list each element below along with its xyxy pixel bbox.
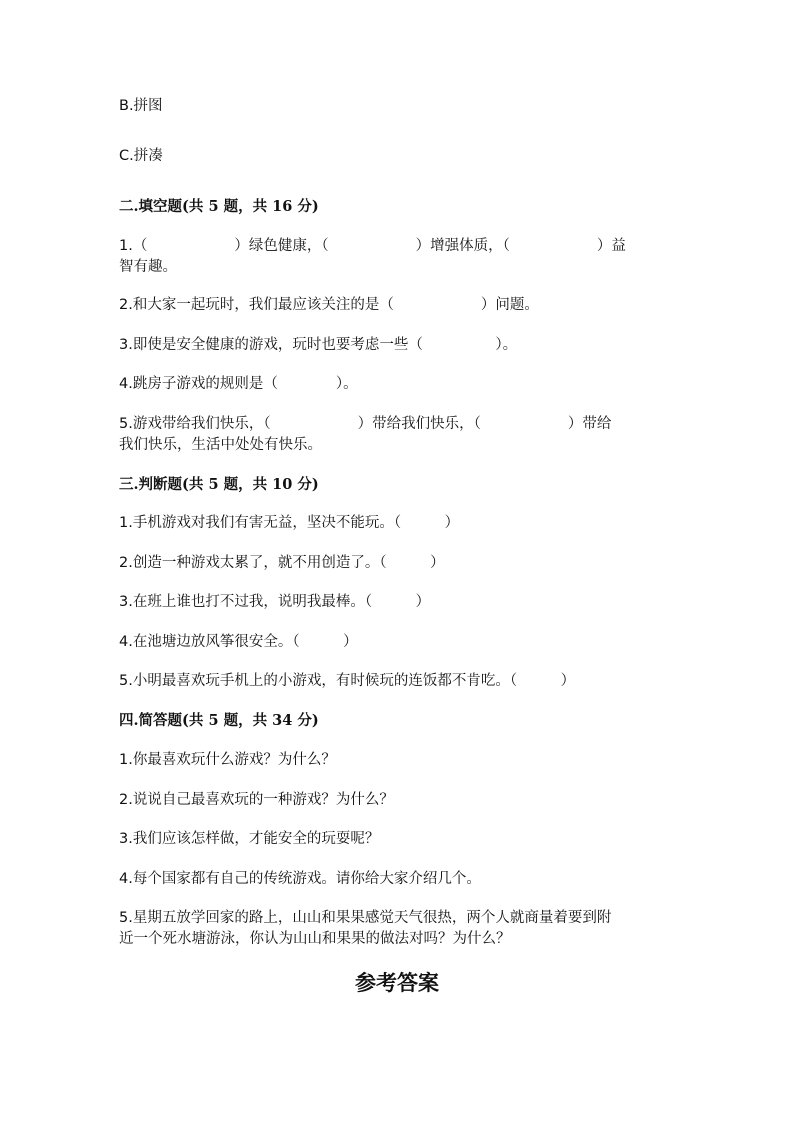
section-3-heading: 三.判断题(共 5 题，共 10 分): [119, 476, 319, 493]
option-b: B.拼图: [119, 98, 163, 114]
section-4-heading: 四.简答题(共 5 题，共 34 分): [119, 712, 319, 729]
short-question-5-line-1: 5.星期五放学回家的路上，山山和果果感觉天气很热，两个人就商量着要到附: [119, 910, 612, 926]
short-question-3: 3.我们应该怎样做，才能安全的玩耍呢？: [119, 831, 380, 847]
short-question-2: 2.说说自己最喜欢玩的一种游戏？为什么？: [119, 792, 394, 808]
short-question-1: 1.你最喜欢玩什么游戏？为什么？: [119, 752, 336, 768]
fill-question-5-line-1: 5.游戏带给我们快乐，（ ）带给我们快乐，（ ）带给: [119, 416, 612, 432]
judge-question-1: 1.手机游戏对我们有害无益，坚决不能玩。（ ）: [119, 515, 460, 531]
judge-question-4: 4.在池塘边放风筝很安全。（ ）: [119, 634, 358, 650]
fill-question-4: 4.跳房子游戏的规则是（ ）。: [119, 376, 358, 392]
fill-question-1-line-1: 1.（ ）绿色健康，（ ）增强体质，（ ）益: [119, 238, 626, 254]
option-c: C.拼凑: [119, 148, 163, 164]
fill-question-5-line-2: 我们快乐，生活中处处有快乐。: [119, 437, 322, 453]
short-question-4: 4.每个国家都有自己的传统游戏。请你给大家介绍几个。: [119, 871, 481, 887]
short-question-5-line-2: 近一个死水塘游泳，你认为山山和果果的做法对吗？为什么？: [119, 931, 511, 947]
answer-key-title: 参考答案: [355, 970, 439, 995]
fill-question-1-line-2: 智有趣。: [119, 259, 177, 275]
section-2-heading: 二.填空题(共 5 题，共 16 分): [119, 198, 319, 215]
fill-question-3: 3.即使是安全健康的游戏，玩时也要考虑一些（ ）。: [119, 337, 518, 353]
judge-question-2: 2.创造一种游戏太累了，就不用创造了。（ ）: [119, 555, 445, 571]
judge-question-3: 3.在班上谁也打不过我，说明我最棒。（ ）: [119, 594, 431, 610]
judge-question-5: 5.小明最喜欢玩手机上的小游戏，有时候玩的连饭都不肯吃。（ ）: [119, 673, 576, 689]
fill-question-2: 2.和大家一起玩时，我们最应该关注的是（ ）问题。: [119, 297, 539, 313]
